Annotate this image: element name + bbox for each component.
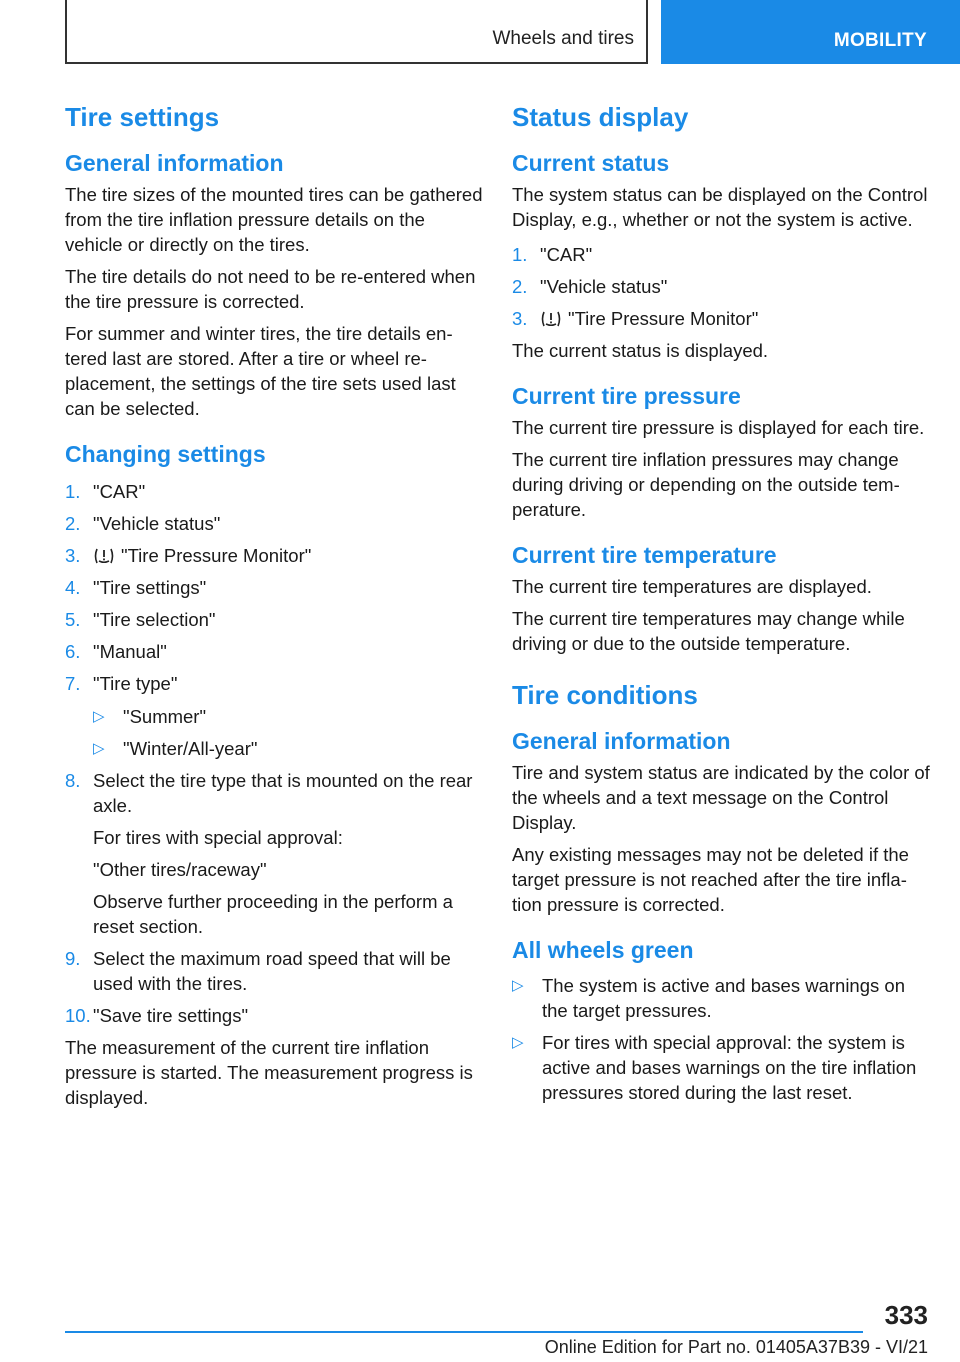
page-number: 333	[884, 1300, 928, 1330]
header-chapter-tab	[661, 0, 960, 64]
option-text: "Winter/All-year"	[123, 738, 258, 759]
list-item	[65, 1003, 485, 1028]
step-text: "Tire selection"	[93, 609, 216, 630]
current-status-heading: Current status	[512, 150, 670, 176]
paragraph: The current tire temperatures are displayed.	[512, 576, 872, 597]
paragraph: The current tire temperatures may change while driving or due to the outside temperature.	[512, 608, 905, 654]
right-column	[512, 100, 930, 1112]
step-text: "Vehicle status"	[540, 276, 668, 297]
changing-settings-heading: Changing settings	[65, 441, 266, 467]
step-number: 5.	[65, 609, 81, 630]
list-item	[65, 575, 485, 600]
tire-pressure-warning-icon	[540, 310, 562, 328]
current-status-steps	[512, 242, 930, 331]
paragraph: The tire details do not need to be re-entered when the tire pressure is corrected.	[65, 266, 476, 312]
footer-edition: Online Edition for Part no. 01405A37B39 - VI/21	[544, 1337, 928, 1357]
paragraph: The current tire inflation pressures may change during driving or depending on the outside temperature.	[512, 449, 900, 520]
step-number: 2.	[512, 276, 528, 297]
paragraph: The current status is displayed.	[512, 340, 769, 361]
tire-conditions-title: Tire conditions	[512, 680, 698, 710]
paragraph: The measurement of the current tire inflation pressure is started. The measurement progress is displayed.	[65, 1037, 473, 1108]
paragraph: The current tire pressure is displayed for each tire.	[512, 417, 925, 438]
step-text: "Manual"	[93, 641, 167, 662]
header-section-box	[65, 0, 648, 64]
general-information-heading: General information	[512, 728, 731, 754]
list-item	[65, 543, 485, 568]
step-text: "CAR"	[93, 481, 146, 502]
bullet-text: The system is active and bases warnings on the target pressures.	[542, 975, 905, 1021]
list-item	[65, 511, 485, 536]
list-item	[93, 704, 485, 729]
tire-settings-title: Tire settings	[65, 102, 220, 132]
step-text: Select the tire type that is mounted on the rear axle.	[93, 770, 473, 816]
current-tire-pressure-heading: Current tire pressure	[512, 383, 741, 409]
list-item	[65, 946, 485, 996]
list-item	[512, 242, 930, 267]
tire-type-options	[93, 704, 485, 761]
list-item	[65, 671, 485, 761]
triangle-right-icon: ▷	[512, 1034, 524, 1051]
list-item	[65, 639, 485, 664]
step-text: "Save tire settings"	[93, 1005, 249, 1026]
header-chapter-title: MOBILITY	[833, 30, 927, 51]
list-item	[512, 973, 930, 1023]
general-information-heading: General information	[65, 150, 284, 176]
header-section-title: Wheels and tires	[492, 28, 634, 49]
step-number: 10.	[65, 1005, 91, 1026]
step-text: "Tire settings"	[93, 577, 207, 598]
list-item	[93, 736, 485, 761]
step-text: "CAR"	[540, 244, 593, 265]
list-item	[65, 479, 485, 504]
step-number: 2.	[65, 513, 81, 534]
step-note: For tires with special approval:	[93, 827, 343, 848]
step-text: "Vehicle status"	[93, 513, 221, 534]
paragraph: The system status can be displayed on the Control Display, e.g., whether or not the system is active.	[512, 184, 928, 230]
paragraph: For summer and winter tires, the tire details entered last are stored. After a tire or wheel replacement, the settings of the tire sets used last can be selected.	[65, 323, 456, 419]
step-number: 6.	[65, 641, 81, 662]
paragraph: Any existing messages may not be deleted if the target pressure is not reached after the tire inflation pressure is corrected.	[512, 844, 909, 915]
list-item	[512, 306, 930, 331]
paragraph: Tire and system status are indicated by the color of the wheels and a text message on the Control Display.	[512, 762, 930, 833]
step-number: 1.	[65, 481, 81, 502]
step-number: 8.	[65, 770, 81, 791]
list-item	[65, 607, 485, 632]
triangle-right-icon: ▷	[93, 740, 105, 757]
step-text: "Tire type"	[93, 673, 178, 694]
option-text: "Summer"	[123, 706, 207, 727]
step-note: "Other tires/raceway"	[93, 859, 267, 880]
left-column	[65, 100, 485, 1117]
list-item	[65, 768, 485, 939]
all-wheels-green-list	[512, 973, 930, 1105]
paragraph: The tire sizes of the mounted tires can be gathered from the tire inflation pressure details on the vehicle or directly on the tires.	[65, 184, 483, 255]
bullet-text: For tires with special approval: the system is active and bases warnings on the tire inflation pressures stored during the last reset.	[542, 1032, 917, 1103]
list-item	[512, 1030, 930, 1105]
step-note: Observe further proceeding in the perform a reset section.	[93, 891, 453, 937]
step-number: 3.	[65, 545, 81, 566]
current-tire-temperature-heading: Current tire temperature	[512, 542, 777, 568]
tire-pressure-warning-icon	[93, 547, 115, 565]
triangle-right-icon: ▷	[512, 977, 524, 994]
step-number: 3.	[512, 308, 528, 329]
step-number: 4.	[65, 577, 81, 598]
step-text: Select the maximum road speed that will be used with the tires.	[93, 948, 451, 994]
changing-settings-steps	[65, 479, 485, 1028]
footer-divider	[65, 1331, 863, 1333]
step-text: "Tire Pressure Monitor"	[121, 545, 312, 566]
status-display-title: Status display	[512, 102, 689, 132]
step-text: "Tire Pressure Monitor"	[568, 308, 759, 329]
list-item	[512, 274, 930, 299]
step-number: 1.	[512, 244, 528, 265]
step-number: 7.	[65, 673, 81, 694]
triangle-right-icon: ▷	[93, 708, 105, 725]
all-wheels-green-heading: All wheels green	[512, 937, 694, 963]
step-number: 9.	[65, 948, 81, 969]
